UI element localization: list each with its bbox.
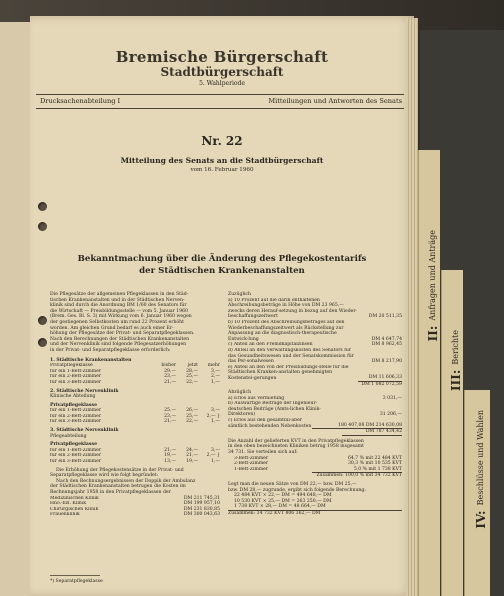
addition-value: DM 20 511,35 xyxy=(368,314,402,320)
punch-hole-icon xyxy=(38,202,47,211)
clinic-label: Frauenklinik xyxy=(50,512,80,518)
cell: 28,— xyxy=(186,368,198,374)
tab-number: II: xyxy=(426,325,440,342)
addition-value: DM 11 606,33 xyxy=(358,375,402,382)
clinic-label: Hno.-bzl. Klinik xyxy=(50,501,86,507)
document-title: Mitteilung des Senats an die Stadtbürgerschaft xyxy=(120,156,324,165)
cell: 3,— xyxy=(211,368,220,374)
cell: 1,— xyxy=(211,459,220,465)
reason-line: Nach den Rechnungsergebnissen der Doppik der Ambulanz xyxy=(56,478,196,484)
tab-text: Berichte xyxy=(451,330,460,365)
cell: 21,— xyxy=(164,419,176,425)
cell: 13,— xyxy=(164,459,176,465)
row-label: für ein 2-Bett-Zimmer xyxy=(50,453,102,459)
intro-line: Die Pflegesätze der allgemeinen Pflegeklassen in den Städ- xyxy=(50,292,189,297)
cell: 25,— xyxy=(186,413,198,419)
deduction-label: a) Erlös aus Vermietung xyxy=(228,395,285,401)
addition-value: DM 4 647,74 xyxy=(371,336,402,342)
tab-text: Beschlüsse und Wahlen xyxy=(476,410,485,506)
clinic-cost: DM 199 957,10 xyxy=(183,501,220,507)
calc-line: 10 530 KVT × 25,— DM = 263 250,— DM xyxy=(234,498,332,504)
calc-line: 22 484 KVT × 22,— DM = 494 648,— DM xyxy=(234,493,332,499)
section-heading: 2. Städtische Nervenklinik xyxy=(50,388,119,394)
tab-divider-III[interactable] xyxy=(441,270,463,596)
row-label: für ein 1-Bett-Zimmer xyxy=(50,447,102,453)
reason-line: Rechnungsjahr 1958 in den Privatpflegeklassen der xyxy=(50,490,171,495)
addition-label: a) 10 Prozent auf die darin enthaltenen Abschreibungsbeträge in Höhe von DM 23 965,— zwecks deren Herauf-setzung in bezug auf den Wieder-beschaffungszeitwert xyxy=(228,297,358,320)
document-page xyxy=(30,16,414,596)
cell: 21,— xyxy=(164,447,176,453)
intro-line: der gestiegenen Selbstkosten um rund 22 Prozent erhöht xyxy=(50,319,184,325)
deduction-value: 180 407,08 DM 214 630,08 xyxy=(312,423,402,430)
tab-divider-IV[interactable] xyxy=(464,390,490,596)
deduction-label: c) Erlös aus den gesamtbil-aber sämtlich bestehenden Nebenkosten xyxy=(228,418,312,429)
kvt-line: in den oben bezeichneten Kliniken betrug 1958 insgesamt xyxy=(228,444,364,450)
tab-number: IV: xyxy=(474,510,488,529)
document-date: vom 16. Februar 1960 xyxy=(190,167,254,173)
calc-intro-line: Legt man die neuen Sätze von DM 22,— bzw. DM 25,— xyxy=(228,482,357,487)
cell: 19,— xyxy=(164,453,176,459)
addition-label: e) Anteil an den von der Preisbildungs-stelle für die Städtischen Kranken-anstalten genehmigten Kostenstei-gerungen xyxy=(228,364,349,381)
header-rule-top xyxy=(36,94,404,95)
clinic-cost: DM 231 830,85 xyxy=(183,506,220,512)
kvt-paragraph xyxy=(228,439,402,456)
addition-label: c) Anteil an den Fremdkapitalzinsen xyxy=(228,342,313,348)
reason-line: Die Erhöhung der Pflegekostensätze in der Privat- und xyxy=(56,467,184,473)
cell: 21,— xyxy=(186,453,198,459)
intro-line: in der Privat- und Separatpflegeklasse erforderlich: xyxy=(50,347,171,353)
split-value: 30,3 % mit 10 535 KVT xyxy=(348,461,402,467)
col-header-bisher: bisher xyxy=(161,363,176,369)
intro-line: tischen Krankenanstalten und in der Städtischen Nerven- xyxy=(50,297,185,303)
col-header-mehr: mehr xyxy=(207,363,220,369)
tab-divider-II[interactable] xyxy=(418,150,440,596)
addition-value: DM 8 217,90 xyxy=(371,359,402,365)
section-heading: 1. Städtische Krankenanstalten xyxy=(50,357,132,363)
masthead-title: Bremische Bürgerschaft xyxy=(115,48,329,66)
footnote-rule xyxy=(50,575,100,576)
document-number: Nr. 22 xyxy=(201,134,243,148)
cell: 3,— xyxy=(211,408,220,414)
cell: 2,— xyxy=(211,374,220,380)
header-rule-bottom xyxy=(36,108,404,109)
kvt-line: 34 731. Sie verteilen sich auf: xyxy=(228,450,298,456)
clinic-cost-row xyxy=(50,512,220,518)
cell: 2,— } xyxy=(206,453,220,459)
cell: 1,— xyxy=(211,419,220,425)
row-label: für ein 2-Bett-Zimmer xyxy=(50,374,102,380)
cell: 26,— xyxy=(186,408,198,414)
cell: 23,— xyxy=(164,413,176,419)
kvt-line: Die Anzahl der gelieferten KVT in den Privatpflegeklassen xyxy=(228,438,364,444)
intro-line: klinik sind durch die Anordnung BM 1/60 des Senators für xyxy=(50,303,187,309)
intro-line: (Brem. Ges. Bl. S. 3) mit Wirkung vom 6. Januar 1960 wegen xyxy=(50,314,192,320)
addition-row xyxy=(228,298,402,320)
tab-label-III xyxy=(446,330,465,391)
footnote: *) Separatpflegeklasse xyxy=(50,579,103,584)
intro-line: worden. Am gleichen Grund bedarf es auch einer Er- xyxy=(50,325,174,331)
split-value: 64,7 % mit 22 484 KVT xyxy=(348,455,402,461)
table-row xyxy=(50,419,220,425)
class-label: Privatpflegeklasse xyxy=(50,442,97,448)
punch-hole-icon xyxy=(38,316,47,325)
section-heading: 3. Städtische Nervenklinik xyxy=(50,428,119,434)
cell: 25,— xyxy=(186,374,198,380)
cell: 29,— xyxy=(164,368,176,374)
total-value: DM 787 434,42 xyxy=(342,429,402,436)
clinic-label: Chirurgischen Klinik xyxy=(50,506,99,512)
intro-line: Nach den Berechnungen der Städtischen Krankenanstalten xyxy=(50,336,190,342)
deduction-value: 3 031,— xyxy=(382,395,402,401)
col-header-jetzt: jetzt xyxy=(187,363,198,369)
split-label: 3-Bett-Zimmer xyxy=(234,455,269,461)
addition-row xyxy=(228,365,402,382)
intro-paragraph xyxy=(50,292,220,354)
intro-line: höhung der Pflegesätze der Privat- und Separatpflegeklassen. xyxy=(50,331,195,337)
cell: 23,— xyxy=(164,374,176,380)
clinic-label: Medizinischen Klinik xyxy=(50,495,99,501)
calc-intro-line: bzw. DM 28,— zugrunde, ergibt sich folgende Berechnung: xyxy=(228,487,366,493)
class-label: Privatpflegeklasse xyxy=(50,402,97,408)
row-label: für ein 3-Bett-Zimmer xyxy=(50,419,102,425)
row-label: für ein 3-Bett-Zimmer xyxy=(50,379,102,385)
cell: 19,— xyxy=(186,459,198,465)
calc-total: Zusammen: 34 732 KVT 806 362,— DM xyxy=(228,510,321,516)
split-total: Zusammen: 100,0 % mit 34 732 KVT xyxy=(316,473,402,479)
right-column xyxy=(228,292,402,517)
left-column xyxy=(50,292,220,518)
subsection-label: Klinische Abteilung xyxy=(50,394,96,400)
row-label: für ein 1-Bett-Zimmer xyxy=(50,368,102,374)
table-row xyxy=(50,459,220,465)
reason-paragraph xyxy=(50,468,220,496)
additions-heading: Zuzüglich xyxy=(228,292,251,297)
total-row xyxy=(228,429,402,436)
deduction-label: b) Auswärtige Beiträge der Ingenieur-deutschen Beiträge (Amts-lichen Klinik-Direktoren) xyxy=(228,401,321,418)
subtotal-row xyxy=(228,382,402,388)
cell: 22,— xyxy=(186,419,198,425)
notice-heading-line1: Bekanntmachung über die Änderung des Pflegekostentarifs xyxy=(77,254,367,264)
cell: 3,— xyxy=(211,447,220,453)
header-department: Drucksachenabteilung I xyxy=(40,97,121,105)
row-label: für ein 3-Bett-Zimmer xyxy=(50,459,102,465)
subsection-label: Pflegeabteilung xyxy=(50,433,87,439)
tab-label-II xyxy=(423,230,442,341)
row-label: für ein 2-Bett-Zimmer xyxy=(50,413,102,419)
header-section: Mitteilungen und Antworten des Senats xyxy=(268,97,402,105)
split-value: 5,0 % mit 1 738 KVT xyxy=(312,467,402,474)
deductions-heading: Abzüglich xyxy=(228,390,252,396)
page-stack-edge xyxy=(406,18,418,596)
deduction-value: 31 206,— xyxy=(379,412,402,418)
class-label: Privatpflegeklasse xyxy=(50,363,93,369)
calc-line: 1 738 KVT × 28,— DM = 48 664,— DM xyxy=(228,504,402,511)
intro-line: und der Nervenklinik sind folgende Pflegesatzerhöhungen xyxy=(50,342,187,348)
clinic-cost: DM 300 043,63 xyxy=(183,512,220,518)
cell: 22,— xyxy=(186,379,198,385)
addition-row xyxy=(228,348,402,365)
punch-hole-icon xyxy=(38,338,47,347)
masthead-subtitle: Stadtbürgerschaft xyxy=(160,65,284,79)
intro-line: die Wirtschaft — Preisbildungsstelle — vom 5. Januar 1960 xyxy=(50,308,188,314)
cell: 2,— } xyxy=(206,413,220,419)
row-label: für ein 1-Bett-Zimmer xyxy=(50,408,102,414)
addition-row xyxy=(228,320,402,342)
subtotal-value: DM 1 082 072,59 xyxy=(361,381,402,387)
punch-hole-icon xyxy=(38,222,47,231)
deduction-row xyxy=(228,401,402,418)
cell: 21,— xyxy=(164,379,176,385)
tab-label-IV xyxy=(471,410,490,529)
deduction-row xyxy=(228,418,402,429)
cell: 24,— xyxy=(186,447,198,453)
notice-heading-line2: der Städtischen Krankenanstalten xyxy=(139,266,305,276)
split-label: 1-Bett-Zimmer xyxy=(234,466,269,472)
legislative-period: 5. Wahlperiode xyxy=(199,80,245,87)
cell: 1,— xyxy=(211,379,220,385)
split-label: 2-Bett-Zimmer xyxy=(234,461,269,467)
addition-label: b) 10 Prozent des Abschreibungsbetrages auf den Wiederbeschaffungszeitwert als Rückstellung zur Anpassung an die diagnostisch-therapeutische Entwick-lung xyxy=(228,319,345,342)
cell: 25,— xyxy=(164,408,176,414)
table-row xyxy=(50,380,220,386)
addition-value: DM 8 962,45 xyxy=(371,342,402,348)
clinic-cost: DM 211 745,31 xyxy=(183,495,220,501)
reason-line: Separatpflegeklasse wird wie folgt begründet: xyxy=(50,473,159,479)
addition-label: d) Anteil an den Verwaltungskosten des Senators für das Gesundheitswesen und der Senatskommission für das Per-sonalwesen xyxy=(228,347,354,365)
tab-text: Anfragen und Anträge xyxy=(428,230,437,321)
tab-number: III: xyxy=(449,369,463,391)
reason-line: der Städtischen Krankenanstalten betrugen die Kosten im xyxy=(50,484,186,490)
